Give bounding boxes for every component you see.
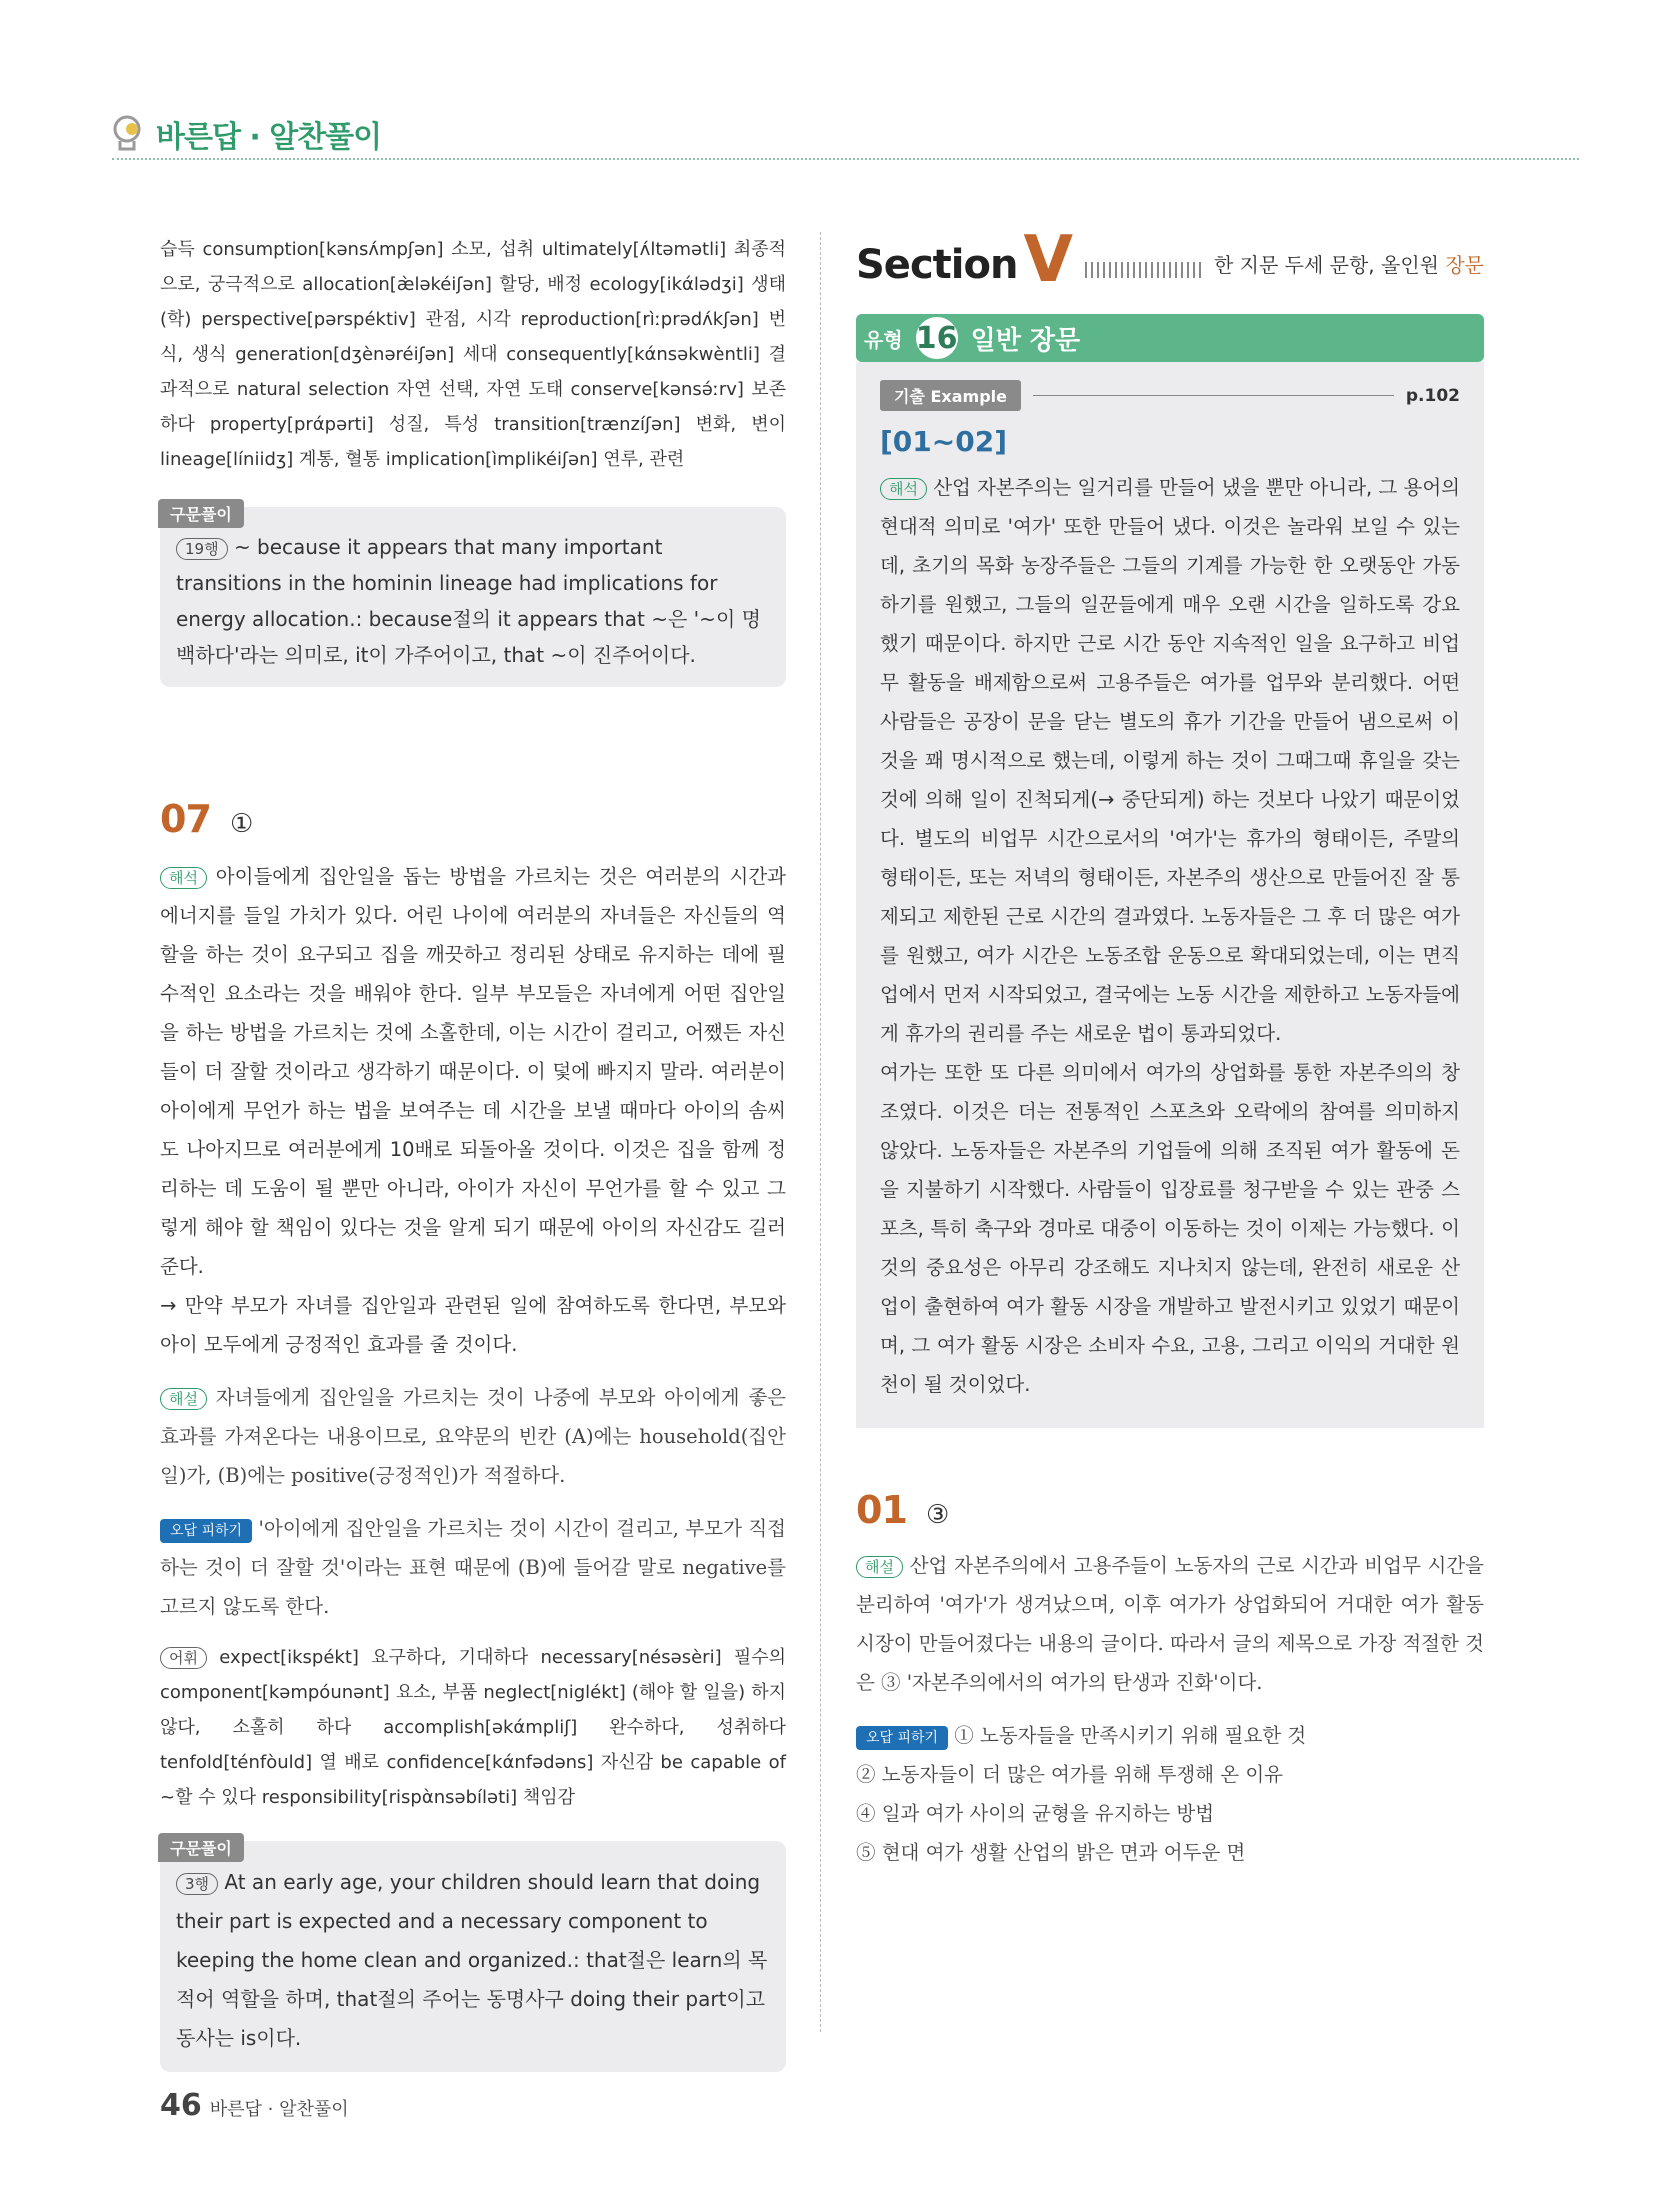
- example-rule: [1033, 395, 1394, 396]
- avoid-tag: 오답 피하기: [856, 1726, 948, 1750]
- vocab-text: expect[ikspékt] 요구하다, 기대하다 necessary[nésəsèri] 필수의 component[kəmpóunənt] 요소, 부품 neglect[niglékt] (해야 할 일을) 하지 않다, 소홀히 하다 accomplish[əkάmpliʃ] 완수하다, 성취하다 tenfold[ténfòuld] 열 배로 confidence[kάnfədəns] 자신감 be capable of ~할 수 있다 responsibility[rispὰnsəbíləti] 책임감: [160, 1647, 786, 1808]
- syntax-box-1: [160, 507, 786, 687]
- example-panel: [856, 362, 1484, 1428]
- page-header: [112, 112, 381, 156]
- right-column: [856, 223, 1484, 1872]
- section-bars: [1085, 262, 1202, 278]
- translation-text: 아이들에게 집안일을 돕는 방법을 가르치는 것은 여러분의 시간과 에너지를 들일 가치가 있다. 어린 나이에 여러분의 자녀들은 자신들의 역할을 하는 것이 요구되고 집을 깨끗하고 정리된 상태로 유지하는 데에 필수적인 요소라는 것을 배워야 한다. 일부 부모들은 자녀에게 어떤 집안일을 하는 방법을 가르치는 것에 소홀한데, 이는 시간이 걸리고, 어쨌든 자신들이 더 잘할 것이라고 생각하기 때문이다. 이 덫에 빠지지 말라. 여러분이 아이에게 무언가 하는 법을 보여주는 데 시간을 보낼 때마다 아이의 솜씨도 나아지므로 여러분에게 10배로 되돌아올 것이다. 이것은 집을 함께 정리하는 데 도움이 될 뿐만 아니라, 아이가 자신이 무언가를 할 수 있고 그렇게 해야 할 책임이 있다는 것을 알게 되기 때문에 아이의 자신감도 길러준다.: [160, 865, 786, 1278]
- vocab-top: 습득 consumption[kənsʌ́mpʃən] 소모, 섭취 ultimately[ʌ́ltəmətli] 최종적으로, 궁극적으로 allocation[æ̀ləkéiʃən] 할당, 배정 ecology[ikάlədʒi] 생태(학) perspective[pərspéktiv] 관점, 시각 reproduction[rìːprədʌ́kʃən] 번식, 생식 generation[dʒènəréiʃən] 세대 consequently[kάnsəkwèntli] 결과적으로 natural selection 자연 선택, 자연 도태 conserve[kənsə́ːrv] 보존하다 property[prάpərti] 성질, 특성 transition[trænzíʃən] 변화, 변이 lineage[líniidʒ] 계통, 혈통 implication[ìmplikéiʃən] 연루, 관련: [160, 239, 786, 470]
- section-title: [856, 223, 1484, 297]
- explanation-block: [856, 1546, 1484, 1702]
- avoid-item: ④ 일과 여가 사이의 균형을 유지하는 방법: [856, 1802, 1215, 1825]
- section-roman: V: [1023, 223, 1073, 297]
- syntax-box-2: [160, 1841, 786, 2072]
- page-footer: [160, 2088, 349, 2123]
- translation-p2: 여가는 또한 또 다른 의미에서 여가의 상업화를 통한 자본주의의 창조였다. 이것은 더는 전통적인 스포츠와 오락에의 참여를 의미하지 않았다. 노동자들은 자본주의 기업들에 의해 조직된 여가 활동에 돈을 지불하기 시작했다. 사람들이 입장료를 청구받을 수 있는 관중 스포츠, 특히 축구와 경마로 대중이 이동하는 것이 이제는 가능했다. 이것의 중요성은 아무리 강조해도 지나치지 않는데, 완전히 새로운 산업이 출현하여 여가 활동 시장을 개발하고 발전시키고 있었기 때문이며, 그 여가 활동 시장은 소비자 수요, 고용, 그리고 이익의 거대한 원천이 될 것이었다.: [880, 1061, 1460, 1396]
- translation-p1: 산업 자본주의는 일거리를 만들어 냈을 뿐만 아니라, 그 용어의 현대적 의미로 '여가' 또한 만들어 냈다. 이것은 놀라워 보일 수 있는데, 초기의 목화 농장주들은 그들의 기계를 가능한 한 오랫동안 가동하기를 원했고, 그들의 일꾼들에게 매우 오랜 시간을 일하도록 강요했기 때문이다. 하지만 근로 시간 동안 지속적인 일을 요구하고 비업무 활동을 배제함으로써 고용주들은 여가를 업무와 분리했다. 어떤 사람들은 공장이 문을 닫는 별도의 휴가 기간을 만들어 냄으로써 이것을 꽤 명시적으로 했는데, 이렇게 하는 것이 그때그때 휴일을 갖는 것에 의해 일이 진척되게(→ 중단되게) 하는 것보다 나았기 때문이었다. 별도의 비업무 시간으로서의 '여가'는 휴가의 형태이든, 주말의 형태이든, 또는 저녁의 형태이든, 자본주의 생산으로 만들어진 잘 통제되고 제한된 근로 시간의 결과였다. 노동자들은 그 후 더 많은 여가를 원했고, 여가 시간은 노동조합 운동으로 확대되었는데, 이는 면직업에서 먼저 시작되었고, 결국에는 노동 시간을 제한하고 노동자들에게 휴가의 권리를 주는 새로운 법이 통과되었다.: [880, 476, 1460, 1045]
- example-page: p.102: [1405, 385, 1460, 406]
- explanation-tag: 해설: [160, 1388, 207, 1410]
- lightbulb-icon: [112, 115, 146, 153]
- type-name: 일반 장문: [970, 325, 1081, 356]
- line-ref-pill: 19행: [176, 538, 228, 560]
- question-number: 01: [856, 1488, 907, 1532]
- question-answer: ③: [925, 1500, 950, 1530]
- section-word: Section: [856, 242, 1018, 288]
- translation-tag: 해석: [160, 867, 207, 889]
- translation-block: [160, 857, 786, 1364]
- type-bar: [856, 314, 1484, 362]
- vocab-tag: 어휘: [160, 1647, 207, 1669]
- avoid-text: '아이에게 집안일을 가르치는 것이 시간이 걸리고, 부모가 직접 하는 것이 더 잘할 것'이라는 표현 때문에 (B)에 들어갈 말로 negative를 고르지 않도록 한다.: [160, 1517, 787, 1618]
- footer-label: 바른답 · 알찬풀이: [209, 2099, 349, 2120]
- translation-tag: 해석: [880, 478, 927, 500]
- column-divider: [820, 232, 821, 2032]
- line-ref-pill: 3행: [176, 1873, 218, 1895]
- syntax-tag: 구문풀이: [158, 1833, 244, 1862]
- syntax-text: ~ because it appears that many important transitions in the hominin lineage had implications for energy allocation.: because절의 it appears that ~은 '~이 명백하다'라는 의미로, it이 가주어이고, that ~이 진주어이다.: [176, 535, 761, 667]
- left-column: [160, 232, 786, 2072]
- syntax-text: At an early age, your children should learn that doing their part is expected and a necessary component to keeping the home clean and organized.: that절은 learn의 목적어 역할을 하며, that절의 주어는 동명사구 doing their part이고 동사는 is이다.: [176, 1870, 768, 2050]
- explanation-tag: 해설: [856, 1556, 903, 1578]
- section-desc: 한 지문 두세 문항, 올인원 장문: [1214, 253, 1484, 277]
- avoid-tag: 오답 피하기: [160, 1519, 252, 1543]
- avoid-item: ① 노동자들을 만족시키기 위해 필요한 것: [954, 1724, 1307, 1747]
- avoid-block: [160, 1509, 786, 1626]
- type-label: 유형: [864, 327, 903, 352]
- explanation-text: 자녀들에게 집안일을 가르치는 것이 나중에 부모와 아이에게 좋은 효과를 가져온다는 내용이므로, 요약문의 빈칸 (A)에는 household(집안일)가, (B)에는 positive(긍정적인)가 적절하다.: [160, 1386, 786, 1487]
- explanation-text: 산업 자본주의에서 고용주들이 노동자의 근로 시간과 비업무 시간을 분리하여 '여가'가 생겨났으며, 이후 여가가 상업화되어 거대한 여가 활동 시장이 만들어졌다는 내용의 글이다. 따라서 글의 제목으로 가장 적절한 것은 ③ '자본주의에서의 여가의 탄생과 진화'이다.: [856, 1554, 1484, 1694]
- page-number: 46: [160, 2088, 202, 2123]
- translation-block: [880, 468, 1460, 1053]
- question-answer: ①: [229, 809, 254, 839]
- type-number: 16: [913, 314, 961, 362]
- example-range: [01~02]: [880, 425, 1007, 458]
- header-divider: [112, 158, 1579, 160]
- explanation-block: [160, 1378, 786, 1495]
- question-01: [856, 1488, 1484, 1532]
- question-number: 07: [160, 797, 211, 841]
- avoid-block: [856, 1716, 1484, 1872]
- syntax-tag: 구문풀이: [158, 499, 244, 528]
- question-07: [160, 797, 786, 841]
- summary-text: → 만약 부모가 자녀를 집안일과 관련된 일에 참여하도록 한다면, 부모와 아이 모두에게 긍정적인 효과를 줄 것이다.: [160, 1294, 786, 1356]
- example-tag: 기출 Example: [880, 380, 1021, 411]
- page-header-title: 바른답 · 알찬풀이: [156, 120, 382, 155]
- avoid-item: ⑤ 현대 여가 생활 산업의 밝은 면과 어두운 면: [856, 1841, 1246, 1864]
- vocab-block: [160, 1640, 786, 1815]
- avoid-item: ② 노동자들이 더 많은 여가를 위해 투쟁해 온 이유: [856, 1763, 1283, 1786]
